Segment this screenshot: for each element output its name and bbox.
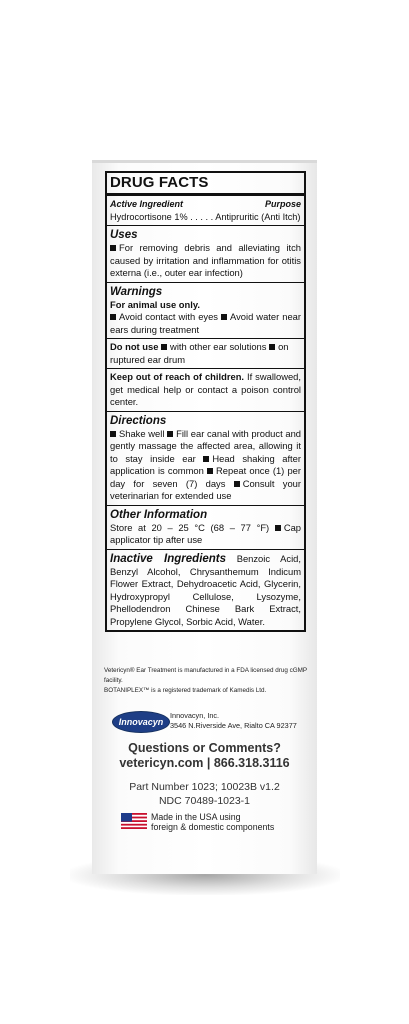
- other-info-section: [107, 505, 304, 549]
- other-info-2: Cap applicator tip after use: [110, 521, 302, 545]
- bullet-icon: [275, 525, 281, 531]
- part-number: Part Number 1023; 10023B v1.2: [129, 781, 280, 793]
- active-ingredient-label: Active Ingredient: [110, 199, 184, 209]
- bullet-icon: [167, 431, 173, 437]
- direction-3: Head shaking after application is common: [110, 452, 301, 476]
- warnings-bullets: [110, 311, 301, 336]
- active-ingredient-row: [110, 211, 301, 224]
- bullet-icon: [110, 314, 116, 320]
- other-info-heading: Other Information: [110, 508, 208, 521]
- fda-note: Vetericyn® Ear Treatment is manufactured in a FDA licensed drug cGMP facility.: [104, 667, 307, 684]
- inactive-text: Benzoic Acid, Benzyl Alcohol, Chrysanthemum Indicum Flower Extract, Dehydroacetic Acid, Glycerin, Hydroxypropyl Cellulose, Lysozyme, Phellodendron Chinese Bark Extract, Propylene Glycol, Sorbic Acid, Water.: [110, 552, 301, 627]
- active-ingredient-section: [107, 193, 304, 225]
- bullet-icon: [110, 245, 116, 251]
- inactive-ingredients-section: [107, 549, 304, 631]
- logo-text: Innovacyn: [118, 717, 164, 727]
- keep-out-section: [107, 368, 304, 411]
- made-line-2: foreign & domestic components: [151, 822, 275, 832]
- do-not-use-section: [107, 338, 304, 368]
- active-ingredient-value: Hydrocortisone 1%: [110, 211, 188, 222]
- directions-text: [110, 428, 301, 503]
- dot-leader: . . . . .: [190, 211, 214, 222]
- made-in-usa: [151, 812, 274, 832]
- inactive-heading: Inactive Ingredients: [110, 552, 227, 565]
- drug-facts-title: DRUG FACTS: [110, 174, 209, 191]
- bullet-icon: [110, 431, 116, 437]
- direction-5: Consult your veterinarian for extended use: [110, 477, 301, 501]
- warning-eyes: Avoid contact with eyes: [119, 311, 218, 322]
- animal-use-warning: For animal use only.: [110, 298, 200, 310]
- uses-text-block: [110, 242, 301, 280]
- trademark-note: BOTANIPLEX™ is a registered trademark of Kamedis Ltd.: [104, 687, 267, 694]
- bullet-icon: [161, 344, 167, 350]
- do-not-use-1: with other ear solutions: [170, 341, 267, 352]
- direction-4: Repeat once (1) per day for seven (7) days: [110, 465, 301, 489]
- made-line-1: Made in the USA using: [151, 812, 241, 822]
- company-address: 3546 N.Riverside Ave, Rialto CA 92377: [170, 721, 297, 730]
- contact-line: vetericyn.com | 866.318.3116: [119, 756, 290, 770]
- questions-heading: Questions or Comments?: [128, 741, 281, 755]
- bullet-icon: [203, 456, 209, 462]
- us-flag-icon: [121, 813, 147, 829]
- uses-heading: Uses: [110, 229, 138, 241]
- keep-out-text: If swallowed, get medical help or contact a poison control center.: [110, 371, 301, 407]
- bullet-icon: [221, 314, 227, 320]
- warning-water: Avoid water near ears during treatment: [110, 311, 301, 335]
- warnings-section: [107, 282, 304, 339]
- uses-section: [107, 225, 304, 282]
- drug-facts-table: [105, 171, 306, 632]
- company-address-block: [170, 711, 297, 731]
- other-info-text: [110, 522, 301, 547]
- directions-section: [107, 411, 304, 505]
- other-info-1: Store at 20 – 25 °C (68 – 77 °F): [110, 521, 270, 533]
- legal-notes: [104, 666, 314, 696]
- bullet-icon: [207, 468, 213, 474]
- direction-2: Fill ear canal with product and gently massage the affected area, allowing it to stay inside ear: [110, 427, 302, 464]
- purpose-label: Purpose: [264, 199, 301, 209]
- active-header-row: [110, 198, 301, 211]
- do-not-use-2: on ruptured ear drum: [110, 341, 289, 365]
- uses-text: For removing debris and alleviating itch caused by irritation and inflammation for otitis externa (i.e., outer ear infection): [110, 242, 301, 278]
- warnings-heading: Warnings: [110, 285, 163, 298]
- direction-1: Shake well: [119, 427, 165, 439]
- purpose-value: Antipruritic (Anti Itch): [215, 211, 301, 222]
- do-not-use-label: Do not use: [110, 341, 159, 352]
- bullet-icon: [269, 344, 275, 350]
- keep-out-bold: Keep out of reach of children.: [110, 371, 245, 382]
- ndc-number: NDC 70489-1023-1: [158, 795, 251, 807]
- directions-heading: Directions: [110, 414, 167, 427]
- bullet-icon: [234, 481, 240, 487]
- innovacyn-logo: [112, 711, 170, 733]
- company-name: Innovacyn, Inc.: [170, 711, 220, 720]
